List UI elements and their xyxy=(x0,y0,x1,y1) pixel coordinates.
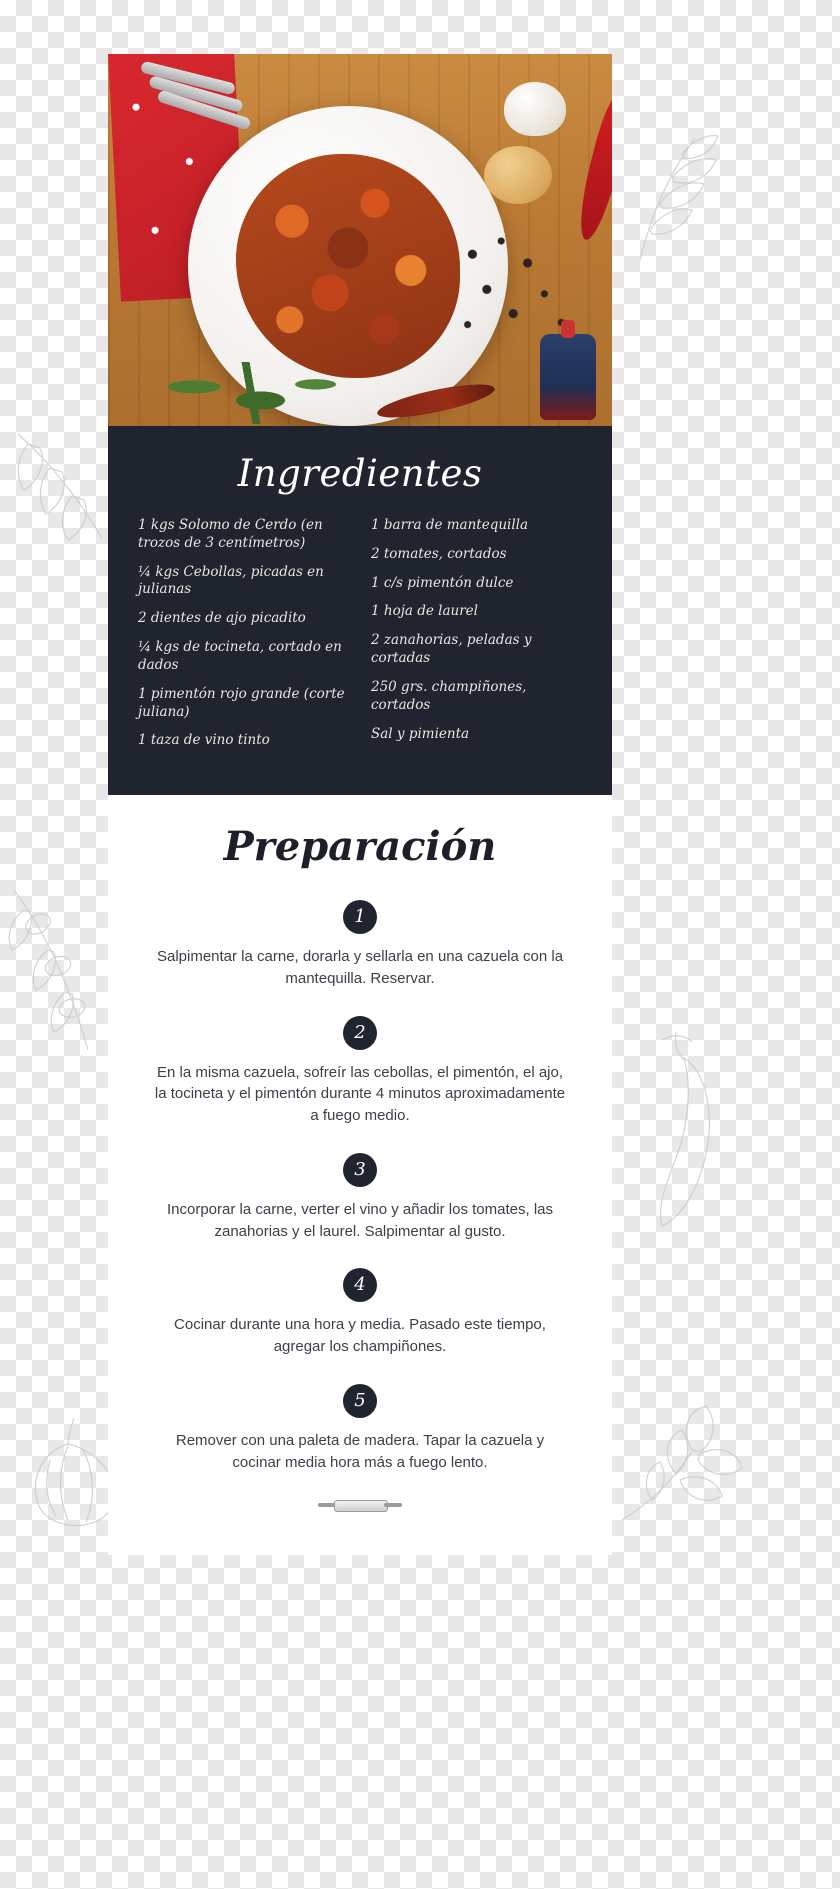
ingredient-item: 2 dientes de ajo picadito xyxy=(138,610,306,627)
onion-photo xyxy=(484,146,552,204)
step-number-badge: 4 xyxy=(343,1268,377,1302)
olive-branch-icon xyxy=(4,880,116,1065)
preparation-step xyxy=(142,1153,578,1243)
ingredients-column-right xyxy=(371,517,582,761)
ingredient-item: 1 hoja de laurel xyxy=(371,603,478,620)
step-text: En la misma cazuela, sofreír las cebollas, el pimentón, el ajo, la tocineta y el pimentón durante 4 minutos aproximadamente a fuego medio. xyxy=(154,1063,566,1125)
peppercorn-scatter xyxy=(458,230,578,340)
ingredients-column-left xyxy=(138,517,349,761)
chili-pepper-icon xyxy=(622,1020,732,1245)
preparation-step xyxy=(142,1016,578,1127)
ingredients-section xyxy=(108,426,612,795)
recipe-hero-image xyxy=(108,54,612,426)
preparation-step xyxy=(142,1268,578,1358)
preparation-step xyxy=(142,900,578,990)
recipe-card xyxy=(108,54,612,1555)
ingredient-item: 1 barra de mantequilla xyxy=(371,517,529,533)
preparation-step xyxy=(142,1384,578,1474)
leaf-branch-icon xyxy=(6,420,116,555)
ingredient-item: 2 zanahorias, peladas y cortadas xyxy=(371,632,532,667)
pepper-mill-photo xyxy=(540,334,596,420)
ingredient-item: 1 pimentón rojo grande (corte juliana) xyxy=(138,685,345,720)
ingredients-title: Ingredientes xyxy=(237,452,483,495)
rolling-pin-handle-right xyxy=(384,1503,402,1507)
preparation-title: Preparación xyxy=(223,823,497,871)
rosemary-sprig-photo xyxy=(156,362,346,424)
ingredients-columns xyxy=(138,517,582,761)
step-text: Incorporar la carne, verter el vino y añadir los tomates, las zanahorias y el laurel. Salpimentar al gusto. xyxy=(166,1200,553,1240)
ingredient-item: ¼ kgs Cebollas, picadas en julianas xyxy=(138,563,324,598)
ingredient-item: ¼ kgs de tocineta, cortado en dados xyxy=(138,639,342,673)
rolling-pin-icon xyxy=(318,1499,402,1511)
ingredient-item: 2 tomates, cortados xyxy=(371,545,507,562)
step-text: Remover con una paleta de madera. Tapar la cazuela y cocinar media hora más a fuego lento. xyxy=(175,1431,545,1471)
step-number-badge: 3 xyxy=(343,1153,377,1187)
preparation-section xyxy=(108,795,612,1555)
step-text: Salpimentar la carne, dorarla y sellarla en una cazuela con la mantequilla. Reservar. xyxy=(156,948,564,987)
rolling-pin-body xyxy=(334,1500,388,1512)
ingredient-item: 1 c/s pimentón dulce xyxy=(371,574,514,591)
ingredient-item: 1 kgs Solomo de Cerdo (en trozos de 3 centímetros) xyxy=(138,517,323,551)
garlic-bulb-photo xyxy=(504,82,566,136)
ingredient-item: Sal y pimienta xyxy=(371,725,470,742)
step-number-badge: 5 xyxy=(343,1384,377,1418)
leaf-sprig-icon xyxy=(610,120,730,275)
ingredient-item: 250 grs. champiñones, cortados xyxy=(371,678,527,713)
ingredient-item: 1 taza de vino tinto xyxy=(138,732,270,749)
step-text: Cocinar durante una hora y media. Pasado este tiempo, agregar los champiñones. xyxy=(174,1316,546,1356)
step-number-badge: 2 xyxy=(343,1016,377,1050)
parsley-leaf-icon xyxy=(614,1400,744,1535)
step-number-badge: 1 xyxy=(343,900,377,934)
